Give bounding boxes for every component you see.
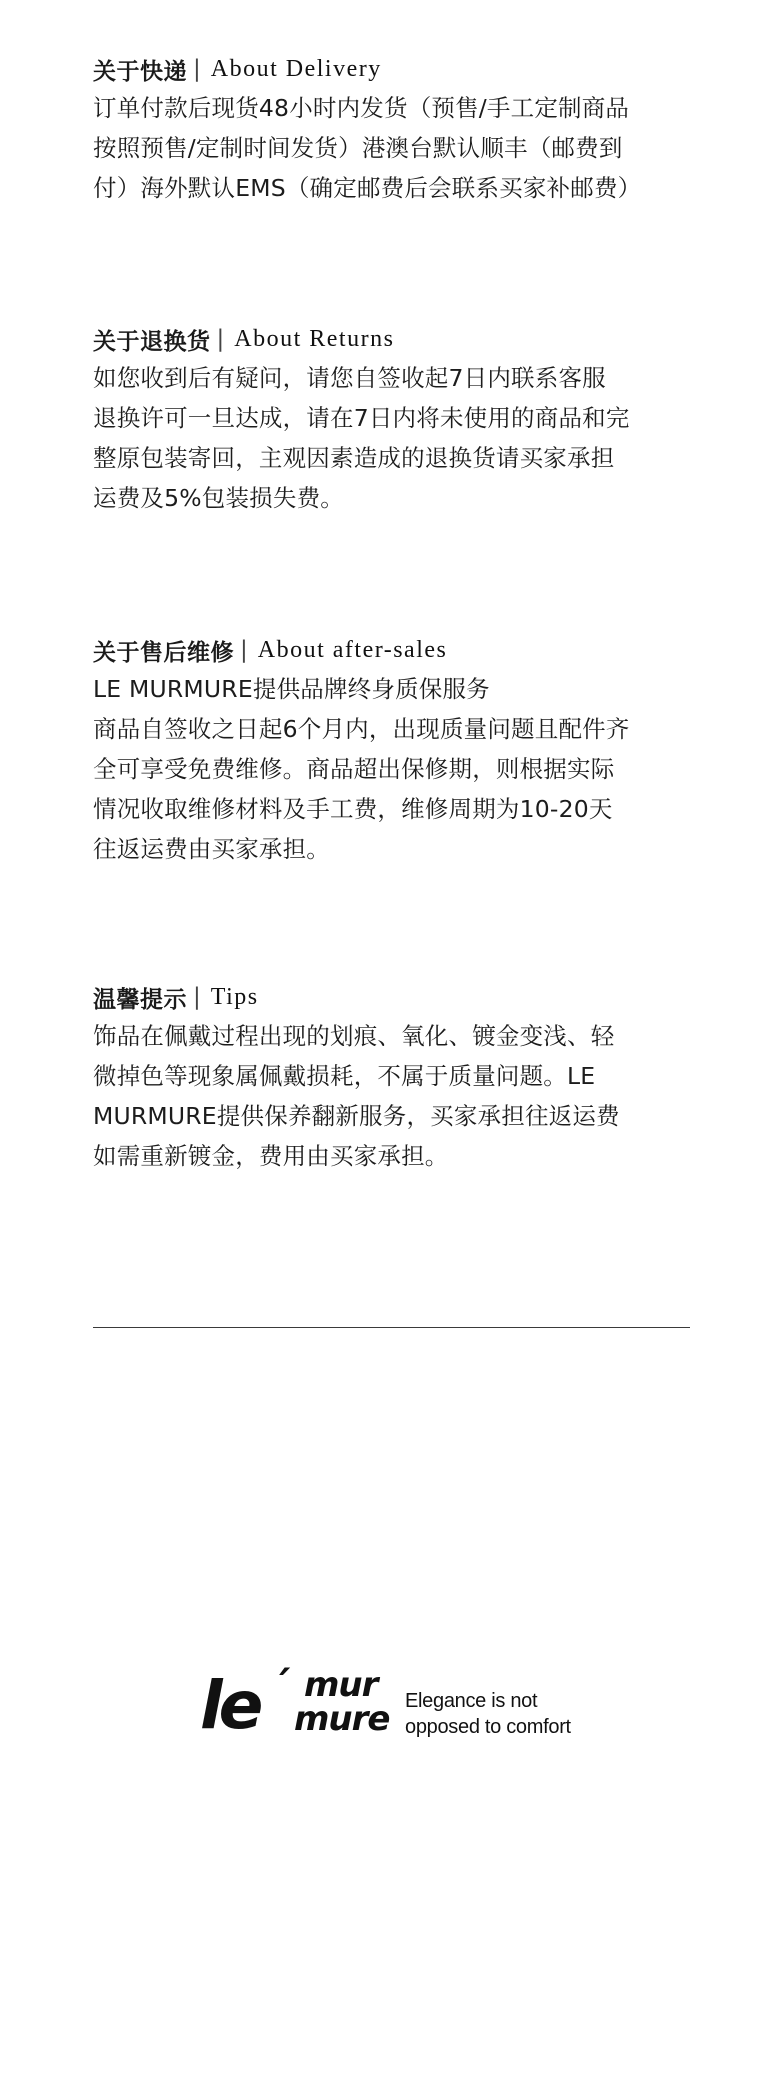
after-sales-body <box>93 669 693 869</box>
body-line: 微掉色等现象属佩戴损耗，不属于质量问题。LE <box>93 1062 596 1090</box>
returns-heading <box>93 322 693 356</box>
body-line: 如您收到后有疑问，请您自签收起7日内联系客服 <box>93 364 606 392</box>
body-line: 运费及5%包装损失费。 <box>93 484 344 512</box>
returns-title-en: About Returns <box>234 325 395 352</box>
title-separator: | <box>216 326 225 352</box>
logo-accent: ´ <box>272 1664 292 1710</box>
returns-section <box>93 322 693 518</box>
title-separator: | <box>240 637 248 663</box>
tips-title-en: Tips <box>210 983 259 1010</box>
after-sales-title-zh: 关于售后维修 <box>93 639 234 666</box>
logo-mark-mure: mure <box>294 1699 390 1739</box>
body-line: 全可享受免费维修。商品超出保修期，则根据实际 <box>93 755 615 783</box>
body-line: 情况收取维修材料及手工费，维修周期为10-20天 <box>93 795 613 823</box>
body-line: 如需重新镀金，费用由买家承担。 <box>93 1142 449 1170</box>
body-line: 按照预售/定制时间发货）港澳台默认顺丰（邮费到 <box>93 134 623 162</box>
body-line: 退换许可一旦达成，请在7日内将未使用的商品和完 <box>93 404 630 432</box>
after-sales-section <box>93 633 693 869</box>
after-sales-title-en: About after-sales <box>257 636 448 663</box>
body-line: 整原包装寄回，主观因素造成的退换货请买家承担 <box>93 444 615 472</box>
section-divider <box>93 1327 690 1328</box>
brand-tagline <box>405 1688 571 1740</box>
body-line: MURMURE提供保养翻新服务，买家承担往返运费 <box>93 1102 620 1130</box>
tips-section <box>93 980 693 1176</box>
body-line: 付）海外默认EMS（确定邮费后会联系买家补邮费） <box>93 174 642 202</box>
title-separator: | <box>193 56 201 82</box>
body-line: 饰品在佩戴过程出现的划痕、氧化、镀金变浅、轻 <box>93 1022 615 1050</box>
delivery-heading <box>93 52 693 86</box>
body-line: 商品自签收之日起6个月内，出现质量问题且配件齐 <box>93 715 630 743</box>
delivery-body <box>93 88 693 208</box>
body-line: LE MURMURE提供品牌终身质保服务 <box>93 675 490 703</box>
tips-body <box>93 1016 693 1176</box>
tips-title-zh: 温馨提示 <box>93 986 187 1013</box>
logo-mark-mur: mur <box>304 1665 378 1705</box>
logo-mark-le: le <box>200 1667 260 1744</box>
returns-body <box>93 358 693 518</box>
title-separator: | <box>193 984 201 1010</box>
after-sales-heading <box>93 633 693 667</box>
delivery-title-en: About Delivery <box>210 55 382 82</box>
delivery-section <box>93 52 693 208</box>
tagline-line: Elegance is not <box>405 1690 538 1712</box>
tagline-line: opposed to comfort <box>405 1716 571 1738</box>
body-line: 订单付款后现货48小时内发货（预售/手工定制商品 <box>93 94 630 122</box>
body-line: 往返运费由买家承担。 <box>93 835 330 863</box>
tips-heading <box>93 980 693 1014</box>
delivery-title-zh: 关于快递 <box>93 58 187 85</box>
returns-title-zh: 关于退换货 <box>93 328 211 355</box>
